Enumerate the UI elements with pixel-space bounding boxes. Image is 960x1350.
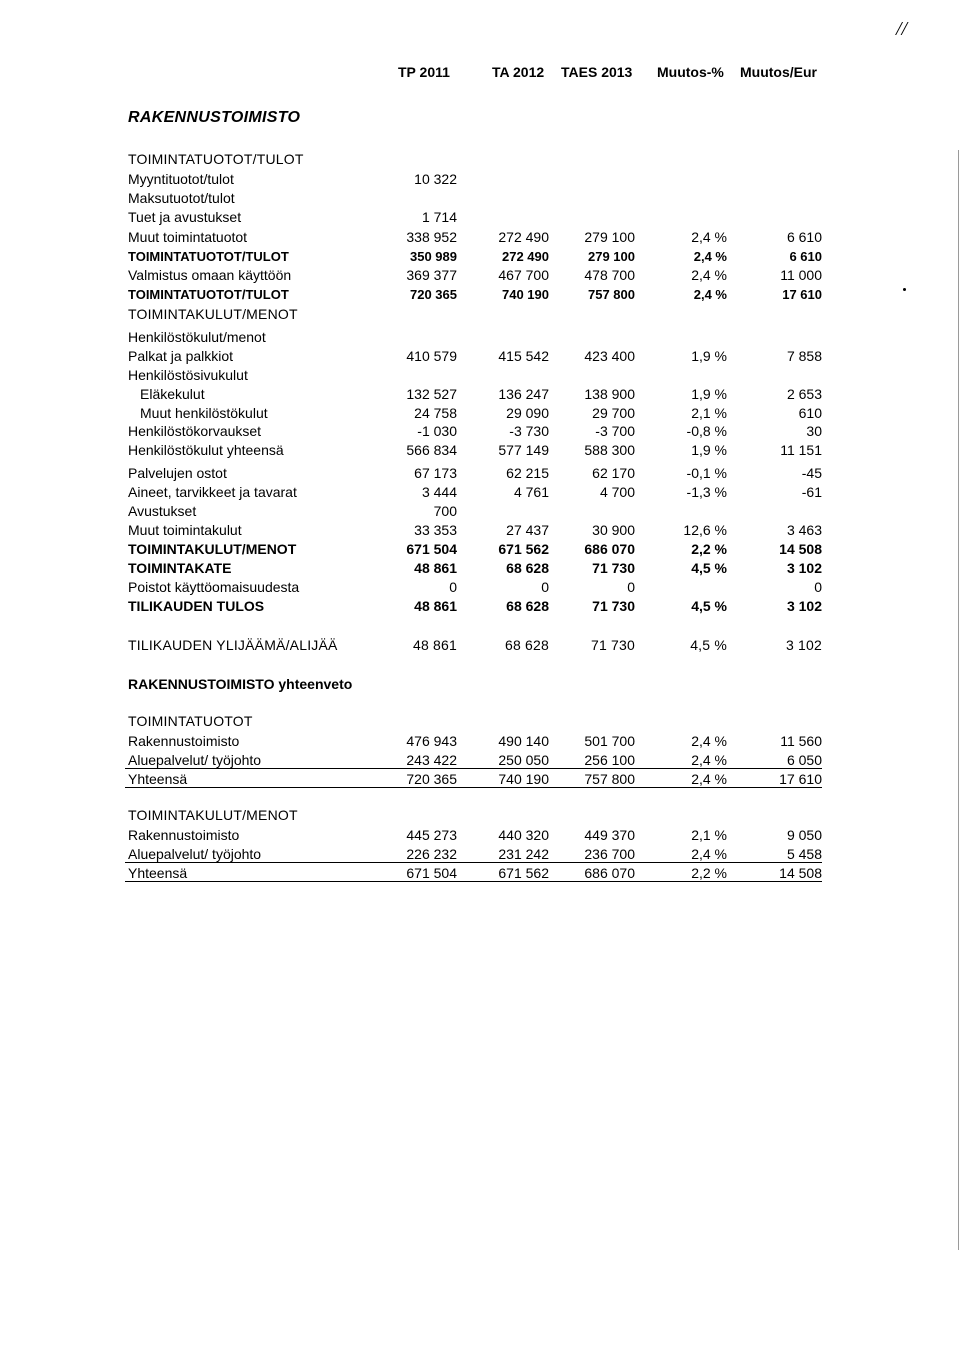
value-tp-2011: 3 444 [421,484,457,500]
value-ta-2012: 136 247 [498,386,549,402]
value-muutos-percent: 2,4 % [691,846,727,862]
value-muutos-percent: 4,5 % [691,560,727,576]
table-row [0,770,960,789]
value-tp-2011: 67 173 [414,465,457,481]
value-tp-2011: 132 527 [406,386,457,402]
value-muutos-eur: 3 102 [785,637,822,653]
column-header-tp-2011: TP 2011 [398,64,450,80]
value-ta-2012: 4 761 [513,484,549,500]
row-label: Rakennustoimisto [128,827,240,843]
table-row [0,347,960,366]
value-ta-2012: 490 140 [498,733,549,749]
summary-income-heading: TOIMINTATUOTOT [128,713,253,729]
value-muutos-eur: 2 653 [786,386,822,402]
value-taes-2013: 279 100 [584,229,635,245]
value-tp-2011: 1 714 [421,209,457,225]
table-row [0,864,960,883]
table-row [0,578,960,597]
value-muutos-percent: 2,4 % [691,752,727,768]
value-taes-2013: 423 400 [584,348,635,364]
row-label: Muut toimintakulut [128,522,242,538]
value-muutos-percent: 2,4 % [691,267,727,283]
value-muutos-eur: 14 508 [779,865,822,881]
value-tp-2011: 338 952 [406,229,457,245]
row-label: TOIMINTATUOTOT/TULOT [128,249,289,264]
table-row [0,385,960,404]
value-muutos-eur: 11 151 [780,442,822,458]
table-row [0,228,960,247]
value-tp-2011: 10 322 [414,171,457,187]
value-tp-2011: 410 579 [406,348,457,364]
table-row [0,404,960,423]
value-taes-2013: 29 700 [592,405,635,421]
value-taes-2013: 30 900 [592,522,635,538]
table-row [0,247,960,266]
row-label: Rakennustoimisto [128,733,240,749]
row-label: Yhteensä [128,865,188,881]
summary-expenses-heading-row [0,806,960,825]
row-label: Yhteensä [128,771,188,787]
value-taes-2013: 501 700 [584,733,635,749]
value-ta-2012: 671 562 [498,541,549,557]
value-tp-2011: 0 [449,579,457,595]
value-taes-2013: 71 730 [592,560,635,576]
value-ta-2012: 68 628 [506,598,549,614]
value-muutos-eur: 6 610 [789,249,822,264]
value-taes-2013: 478 700 [584,267,635,283]
summary-expenses-heading: TOIMINTAKULUT/MENOT [128,807,298,823]
value-muutos-percent: 2,2 % [691,541,727,557]
value-tp-2011: -1 030 [417,423,457,439]
row-label: TOIMINTAKULUT/MENOT [128,306,298,322]
value-muutos-percent: 4,5 % [690,637,727,653]
value-muutos-percent: 2,4 % [691,733,727,749]
column-header-taes-2013: TAES 2013 [561,64,633,80]
value-tp-2011: 700 [433,503,457,519]
value-muutos-percent: 2,4 % [693,287,727,302]
value-muutos-eur: 610 [798,405,822,421]
value-ta-2012: 68 628 [506,560,549,576]
value-ta-2012: 68 628 [504,637,549,653]
table-row [0,521,960,540]
value-muutos-eur: 3 102 [786,560,822,576]
table-row [0,285,960,304]
summary-title-row [0,675,960,694]
column-header-ta-2012: TA 2012 [492,64,545,80]
table-row [0,305,960,324]
table-row [0,150,960,169]
value-taes-2013: 138 900 [584,386,635,402]
value-tp-2011: 566 834 [406,442,457,458]
row-label: Muut henkilöstökulut [140,405,268,421]
value-tp-2011: 720 365 [406,771,457,787]
row-label: TOIMINTAKATE [128,560,232,576]
table-row [0,845,960,864]
row-label: Aineet, tarvikkeet ja tavarat [128,484,297,500]
row-label: Poistot käyttöomaisuudesta [128,579,300,595]
column-header-muutos-percent: Muutos-% [657,64,724,80]
value-ta-2012: 440 320 [498,827,549,843]
table-row [0,597,960,616]
value-ta-2012: 740 190 [498,771,549,787]
value-muutos-percent: 1,9 % [691,442,727,458]
value-tp-2011: 243 422 [406,752,457,768]
value-taes-2013: 0 [627,579,635,595]
value-muutos-percent: 2,4 % [691,229,727,245]
value-taes-2013: 236 700 [584,846,635,862]
row-label: Muut toimintatuotot [128,229,248,245]
row-label: TILIKAUDEN TULOS [128,598,265,614]
section-title: RAKENNUSTOIMISTO [128,109,301,126]
row-label: TILIKAUDEN YLIJÄÄMÄ/ALIJÄÄ [128,637,338,653]
value-muutos-eur: -61 [801,484,822,500]
value-taes-2013: 449 370 [584,827,635,843]
value-ta-2012: 27 437 [506,522,549,538]
scan-speck [903,288,906,291]
value-ta-2012: 0 [541,579,549,595]
table-row [0,208,960,227]
value-muutos-eur: 6 610 [786,229,822,245]
value-tp-2011: 350 989 [410,249,457,264]
value-ta-2012: 272 490 [502,249,549,264]
value-ta-2012: 62 215 [506,465,549,481]
value-tp-2011: 226 232 [406,846,457,862]
value-muutos-eur: 17 610 [782,287,822,302]
value-ta-2012: 272 490 [498,229,549,245]
row-label: Eläkekulut [140,386,205,402]
row-label: Tuet ja avustukset [128,209,242,225]
row-label: Palkat ja palkkiot [128,348,234,364]
value-tp-2011: 445 273 [406,827,457,843]
table-row [0,636,960,655]
table-row [0,464,960,483]
summary-title: RAKENNUSTOIMISTO yhteenveto [128,676,353,692]
table-row [0,366,960,385]
value-tp-2011: 476 943 [406,733,457,749]
value-ta-2012: 250 050 [498,752,549,768]
value-muutos-eur: -45 [801,465,822,481]
value-muutos-percent: 2,1 % [691,827,727,843]
value-tp-2011: 33 353 [414,522,457,538]
value-ta-2012: 231 242 [498,846,549,862]
value-muutos-eur: 3 102 [786,598,822,614]
value-muutos-eur: 0 [814,579,822,595]
value-tp-2011: 24 758 [414,405,457,421]
value-tp-2011: 48 861 [414,598,457,614]
row-label: Palvelujen ostot [128,465,227,481]
value-tp-2011: 48 861 [412,637,457,653]
value-muutos-eur: 11 560 [780,733,822,749]
row-label: Henkilöstökulut yhteensä [128,442,284,458]
value-taes-2013: 71 730 [592,598,635,614]
table-row [0,328,960,347]
value-muutos-percent: 4,5 % [691,598,727,614]
row-label: TOIMINTATUOTOT/TULOT [128,287,289,302]
value-taes-2013: 4 700 [599,484,635,500]
table-row [0,751,960,770]
table-row [0,441,960,460]
value-ta-2012: -3 730 [509,423,549,439]
value-muutos-eur: 9 050 [786,827,822,843]
value-muutos-percent: -0,1 % [686,465,727,481]
value-muutos-percent: 2,4 % [691,771,727,787]
row-label: Aluepalvelut/ työjohto [128,846,262,862]
value-muutos-percent: 2,2 % [691,865,727,881]
table-row [0,502,960,521]
value-ta-2012: 740 190 [502,287,549,302]
table-row [0,170,960,189]
row-label: Aluepalvelut/ työjohto [128,752,262,768]
table-row [0,540,960,559]
value-muutos-percent: 1,9 % [691,348,727,364]
value-taes-2013: 62 170 [592,465,635,481]
value-ta-2012: 467 700 [498,267,549,283]
value-muutos-eur: 7 858 [786,348,822,364]
value-ta-2012: 29 090 [506,405,549,421]
value-muutos-eur: 6 050 [786,752,822,768]
table-row [0,483,960,502]
table-row [0,189,960,208]
value-tp-2011: 369 377 [406,267,457,283]
summary-income-heading-row [0,712,960,731]
value-muutos-eur: 14 508 [779,541,822,557]
row-label: Henkilöstösivukulut [128,367,248,383]
value-taes-2013: 686 070 [584,541,635,557]
table-row [0,559,960,578]
value-tp-2011: 671 504 [406,865,457,881]
table-row [0,732,960,751]
page-mark: // [896,18,908,40]
value-muutos-percent: -0,8 % [686,423,727,439]
row-label: TOIMINTATUOTOT/TULOT [128,151,304,167]
value-taes-2013: 686 070 [584,865,635,881]
value-taes-2013: 256 100 [584,752,635,768]
value-ta-2012: 415 542 [498,348,549,364]
value-tp-2011: 671 504 [406,541,457,557]
value-muutos-percent: 12,6 % [683,522,727,538]
row-label: Valmistus omaan käyttöön [128,267,292,283]
value-muutos-eur: 3 463 [786,522,822,538]
value-muutos-percent: 2,1 % [691,405,727,421]
value-taes-2013: 757 800 [588,287,635,302]
row-label: Henkilöstökulut/menot [128,329,266,345]
scan-edge-line [958,150,959,1250]
table-row [0,422,960,441]
value-ta-2012: 671 562 [498,865,549,881]
row-label: TOIMINTAKULUT/MENOT [128,541,297,557]
value-muutos-percent: 2,4 % [693,249,727,264]
value-taes-2013: 757 800 [584,771,635,787]
table-row [0,826,960,845]
value-muutos-eur: 5 458 [786,846,822,862]
table-row [0,266,960,285]
value-muutos-eur: 11 000 [780,267,822,283]
value-tp-2011: 720 365 [410,287,457,302]
row-label: Avustukset [128,503,197,519]
value-taes-2013: -3 700 [595,423,635,439]
row-label: Henkilöstökorvaukset [128,423,262,439]
value-taes-2013: 71 730 [590,637,635,653]
value-muutos-eur: 17 610 [779,771,822,787]
row-label: Myyntituotot/tulot [128,171,234,187]
value-muutos-eur: 30 [806,423,822,439]
value-muutos-percent: 1,9 % [691,386,727,402]
column-header-muutos-eur: Muutos/Eur [740,64,817,80]
value-taes-2013: 279 100 [588,249,635,264]
value-taes-2013: 588 300 [584,442,635,458]
value-ta-2012: 577 149 [498,442,549,458]
row-label: Maksutuotot/tulot [128,190,235,206]
value-tp-2011: 48 861 [414,560,457,576]
value-muutos-percent: -1,3 % [686,484,727,500]
